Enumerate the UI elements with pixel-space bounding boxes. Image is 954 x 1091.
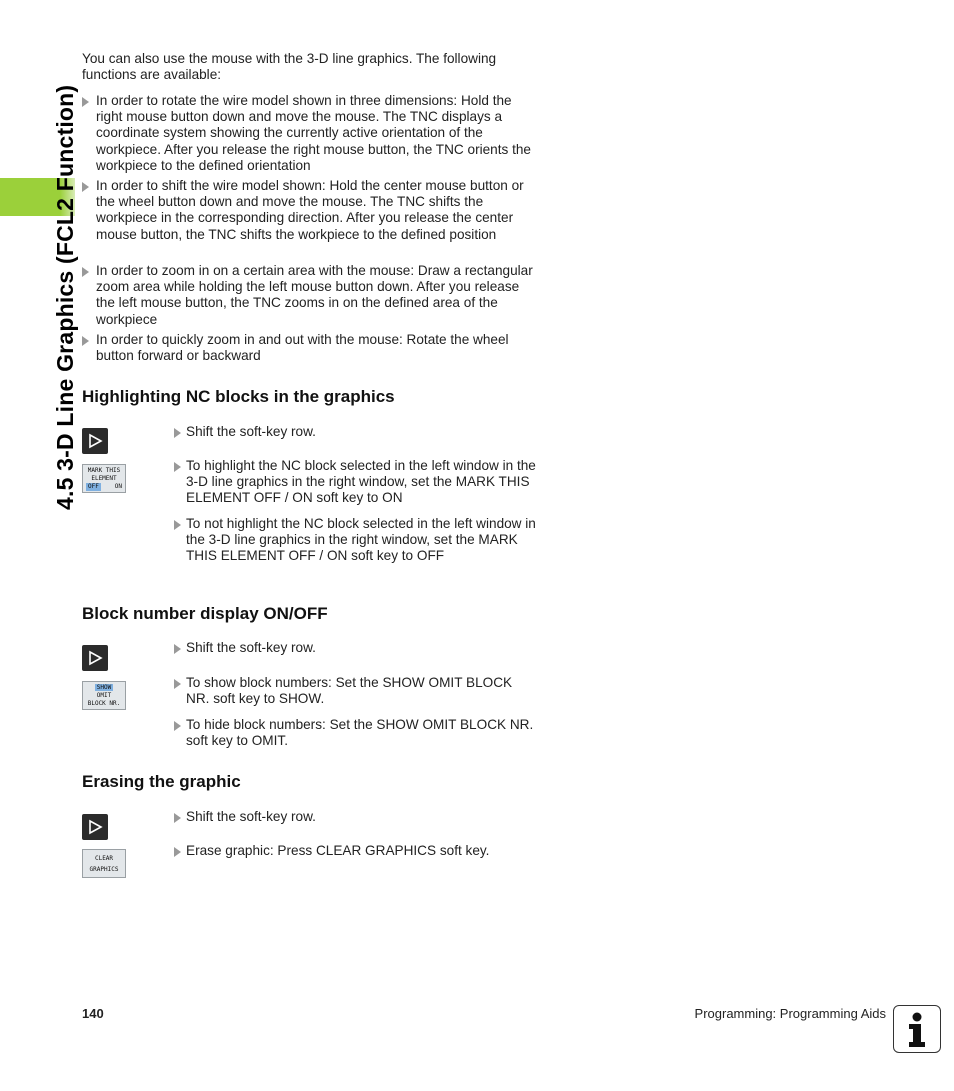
step-text: To not highlight the NC block selected in the left window in the 3-D line graphics in the right window, set the MARK THIS ELEMENT OFF / ON soft key to OFF [186,516,536,564]
bullet-text: In order to shift the wire model shown: Hold the center mouse button or the wheel button down and move the mouse. The TNC shifts the workpiece in the corresponding direction. After you release the center mouse button, the TNC shifts the workpiece to the defined position [96,178,524,242]
step-erase-graphic [174,843,536,859]
bullet-text: In order to zoom in on a certain area with the mouse: Draw a rectangular zoom area while holding the left mouse button down. After you release the left mouse button, the TNC zooms in on the defined area of the workpiece [96,263,533,327]
bullet-rotate [82,93,536,174]
step-arrow-icon [174,721,181,731]
softkey-label: ELEMENT [91,475,117,482]
step-arrow-icon [174,679,181,689]
step-highlight-on [174,458,536,507]
step-text: Shift the soft-key row. [186,424,316,439]
footer-chapter: Programming: Programming Aids [694,1006,886,1021]
softkey-label: OMIT [96,692,112,699]
softkey-label: CLEAR [94,855,114,862]
info-icon [893,1005,941,1053]
chapter-side-title: 4.5 3-D Line Graphics (FCL2 Function) [52,84,78,510]
bullet-shift [82,178,536,243]
next-arrow-key[interactable] [82,428,108,454]
step-text: To hide block numbers: Set the SHOW OMIT BLOCK NR. soft key to OMIT. [186,717,534,749]
section-heading-erasing: Erasing the graphic [82,772,241,791]
step-text: To show block numbers: Set the SHOW OMIT BLOCK NR. soft key to SHOW. [186,675,513,707]
next-arrow-key[interactable] [82,645,108,671]
bullet-text: In order to rotate the wire model shown in three dimensions: Hold the right mouse button down and move the mouse. The TNC displays a coordinate system showing the currently active orientation of the workpiece. After you release the right mouse button, the TNC orients the workpiece to the defined orientation [96,93,531,173]
softkey-show-omit-block[interactable] [82,681,126,710]
step-hide-block-numbers [174,717,536,749]
section-heading-block-number: Block number display ON/OFF [82,604,328,623]
softkey-mark-this-element[interactable] [82,464,126,493]
step-text: Shift the soft-key row. [186,809,316,824]
bullet-zoom-area [82,263,536,328]
step-show-block-numbers [174,675,536,707]
step-highlight-off [174,516,536,565]
step-arrow-icon [174,813,181,823]
next-arrow-icon [87,819,103,835]
step-arrow-icon [174,520,181,530]
step-text: To highlight the NC block selected in the left window in the 3-D line graphics in the right window, set the MARK THIS ELEMENT OFF / ON soft key to ON [186,458,536,506]
next-arrow-icon [87,433,103,449]
bullet-arrow-icon [82,267,89,277]
intro-text: You can also use the mouse with the 3-D line graphics. The following functions are available: [82,51,497,83]
bullet-zoom-wheel [82,332,536,364]
next-arrow-icon [87,650,103,666]
softkey-label: GRAPHICS [89,866,119,873]
step-shift-row [174,809,536,825]
step-arrow-icon [174,428,181,438]
bullet-arrow-icon [82,182,89,192]
step-arrow-icon [174,462,181,472]
step-arrow-icon [174,847,181,857]
softkey-option-off: OFF [88,483,99,490]
page-number: 140 [82,1006,104,1021]
bullet-arrow-icon [82,97,89,107]
softkey-label: MARK THIS [87,467,121,474]
section-heading-highlighting: Highlighting NC blocks in the graphics [82,387,395,406]
softkey-option-on: ON [114,483,122,490]
step-shift-row [174,640,536,656]
softkey-option-show: SHOW [96,684,112,691]
step-text: Shift the soft-key row. [186,640,316,655]
bullet-arrow-icon [82,336,89,346]
next-arrow-key[interactable] [82,814,108,840]
softkey-label: BLOCK NR. [87,700,121,707]
bullet-text: In order to quickly zoom in and out with the mouse: Rotate the wheel button forward or backward [96,332,509,364]
step-shift-row [174,424,536,440]
step-arrow-icon [174,644,181,654]
step-text: Erase graphic: Press CLEAR GRAPHICS soft key. [186,843,490,858]
softkey-clear-graphics[interactable] [82,849,126,878]
